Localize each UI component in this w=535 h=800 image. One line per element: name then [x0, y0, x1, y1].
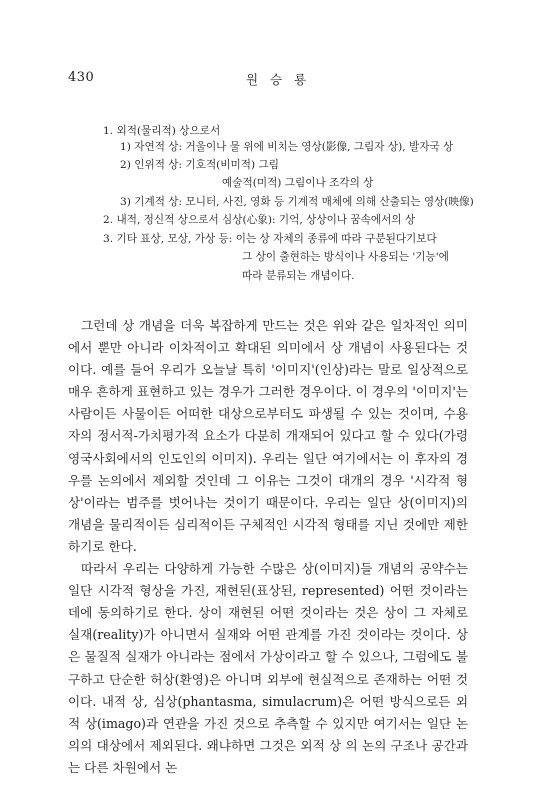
outline-item-artificial-image: 2) 인위적 상: 기호적(비미적) 그림 [120, 159, 279, 171]
outline-item-natural-image: 1) 자연적 상: 거울이나 물 위에 비치는 영상(影像, 그림자 상), 발자국 상 [120, 141, 454, 153]
paragraph: 따라서 우리는 다양하게 가능한 수많은 상(이미지)들 개념의 공약수는 일단 시각적 형상을 가진, 재현된(표상된, represented) 어떤 것이라는 데에 동의하기로 한다. 상이 재현된 어떤 것이라는 것은 상이 그 자체로 실재(reality)가 아니면서 실재와 어떤 관계를 가진 것이라는 것이다. 상은 물질적 실재가 아니라는 점에서 가상이라고 할 수 있으나, 그럼에도 불구하고 단순한 허상(환영)은 아니며 외부에 현실적으로 존재하는 어떤 것이다. 내적 상, 심상(phantasma, simulacrum)은 어떤 방식으로든 외적 상(imago)과 연관을 가진 것으로 추측할 수 있지만 여기서는 일단 논의의 대상에서 제외된다. 왜냐하면 그것은 외적 상 의 논의 구조나 공간과는 다른 차원에서 논 [68, 561, 468, 775]
outline-item-other-image: 3. 기타 표상, 모상, 가상 등: 이는 상 자체의 종류에 따라 구분된다기보다 [103, 233, 437, 245]
outline-item-mental-image: 2. 내적, 정신적 상으로서 심상(心象): 기억, 상상이나 꿈속에서의 상 [103, 214, 416, 226]
outline-item-other-continued: 그 상이 출현하는 방식이나 사용되는 '기능'에 [242, 251, 449, 263]
body-text [68, 315, 468, 779]
outline-item-other-end: 따라 분류되는 개념이다. [242, 270, 355, 282]
page-header [68, 70, 468, 88]
outline-item-artistic-image: 예술적(미적) 그림이나 조각의 상 [222, 177, 374, 189]
paragraph: 그런데 상 개념을 더욱 복잡하게 만드는 것은 위와 같은 일차적인 의미에서 뿐만 아니라 이차적이고 확대된 의미에서 상 개념이 사용된다는 것이다. 예를 들어 우리가 오늘날 특히 '이미지'(인상)라는 말로 일상적으로 매우 흔하게 표현하고 있는 경우가 그러한 경우이다. 이 경우의 '이미지'는 사람이든 사물이든 어떠한 대상으로부터도 파생될 수 있는 것이며, 수용자의 정서적-가치평가적 요소가 다분히 개재되어 있다고 할 수 있다(가령 영국사회에서의 인도인의 이미지). 우리는 일단 여기에서는 이 후자의 경우를 논의에서 제외할 것인데 그 이유는 그것이 대개의 경우 '시각적 형상'이라는 범주를 벗어나는 것이기 때문이다. 우리는 일단 상(이미지)의 개념을 물리적이든 심리적이든 구체적인 시각적 형태를 지닌 것에만 제한하기로 한다. [68, 318, 468, 554]
page-number: 430 [68, 70, 95, 85]
running-head-author: 원 승 룡 [246, 72, 311, 87]
outline-item-mechanical-image: 3) 기계적 상: 모니터, 사진, 영화 등 기계적 매체에 의해 산출되는 영상(映像) [120, 196, 474, 208]
outline-item-external-image: 1. 외적(물리적) 상으로서 [103, 125, 221, 137]
